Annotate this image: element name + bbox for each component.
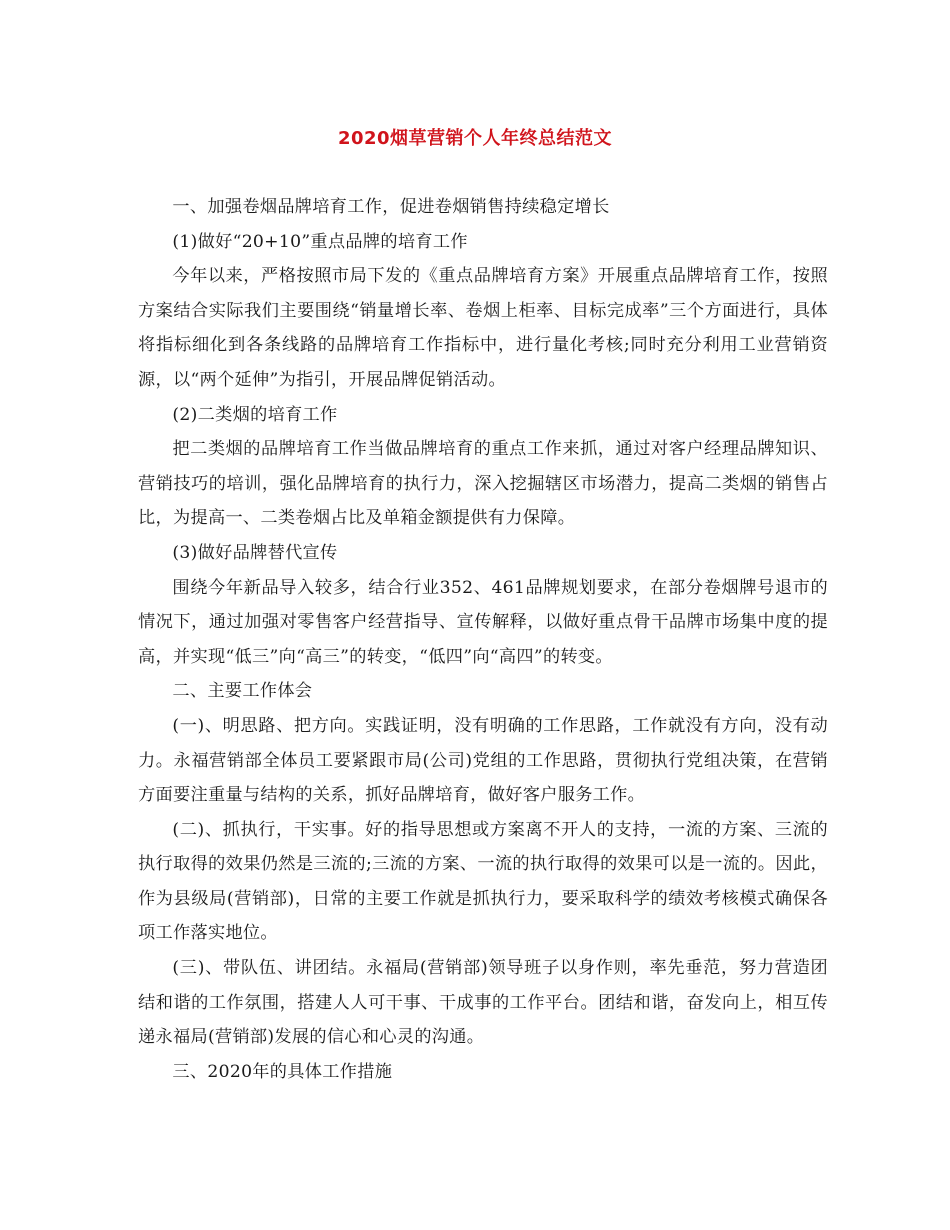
heading-section-3: 三、2020年的具体工作措施: [172, 1061, 393, 1082]
subheading-1: (1)做好“20+10”重点品牌的培育工作: [172, 231, 468, 252]
body-paragraph: 把二类烟的品牌培育工作当做品牌培育的重点工作来抓，通过对客户经理品牌知识、营销技巧的培训，强化品牌培育的执行力，深入挖掘辖区市场潜力，提高二类烟的销售占比，为提高一、二类卷烟占比及单箱金额提供有力保障。: [138, 439, 828, 529]
body-paragraph: 今年以来，严格按照市局下发的《重点品牌培育方案》开展重点品牌培育工作，按照方案结合实际我们主要围绕“销量增长率、卷烟上柜率、目标完成率”三个方面进行，具体将指标细化到各条线路的品牌培育工作指标中，进行量化考核;同时充分利用工业营销资源，以“两个延伸”为指引，开展品牌促销活动。: [138, 266, 828, 390]
body-paragraph: (二)、抓执行，干实事。好的指导思想或方案离不开人的支持，一流的方案、三流的执行取得的效果仍然是三流的;三流的方案、一流的执行取得的效果可以是一流的。因此，作为县级局(营销部)，日常的主要工作就是抓执行力，要采取科学的绩效考核模式确保各项工作落实地位。: [138, 819, 828, 944]
heading-section-2: 二、主要工作体会: [172, 681, 313, 702]
body-paragraph: (三)、带队伍、讲团结。永福局(营销部)领导班子以身作则，率先垂范，努力营造团结和谐的工作氛围，搭建人人可干事、干成事的工作平台。团结和谐，奋发向上，相互传递永福局(营销部)发展的信心和心灵的沟通。: [138, 958, 828, 1048]
heading-section-1: 一、加强卷烟品牌培育工作，促进卷烟销售持续稳定增长: [172, 197, 610, 217]
subheading-2: (2)二类烟的培育工作: [172, 404, 338, 425]
body-paragraph: (一)、明思路、把方向。实践证明，没有明确的工作思路，工作就没有方向，没有动力。永福营销部全体员工要紧跟市局(公司)党组的工作思路，贯彻执行党组决策，在营销方面要注重量与结构的关系，抓好品牌培育，做好客户服务工作。: [138, 715, 828, 806]
subheading-3: (3)做好品牌替代宣传: [172, 542, 338, 563]
document-title: 2020烟草营销个人年终总结范文: [337, 128, 613, 149]
document-body: [138, 190, 828, 1089]
body-paragraph: 围绕今年新品导入较多，结合行业352、461品牌规划要求，在部分卷烟牌号退市的情况下，通过加强对零售客户经营指导、宣传解释，以做好重点骨干品牌市场集中度的提高，并实现“低三”向“高三”的转变，“低四”向“高四”的转变。: [138, 577, 828, 667]
